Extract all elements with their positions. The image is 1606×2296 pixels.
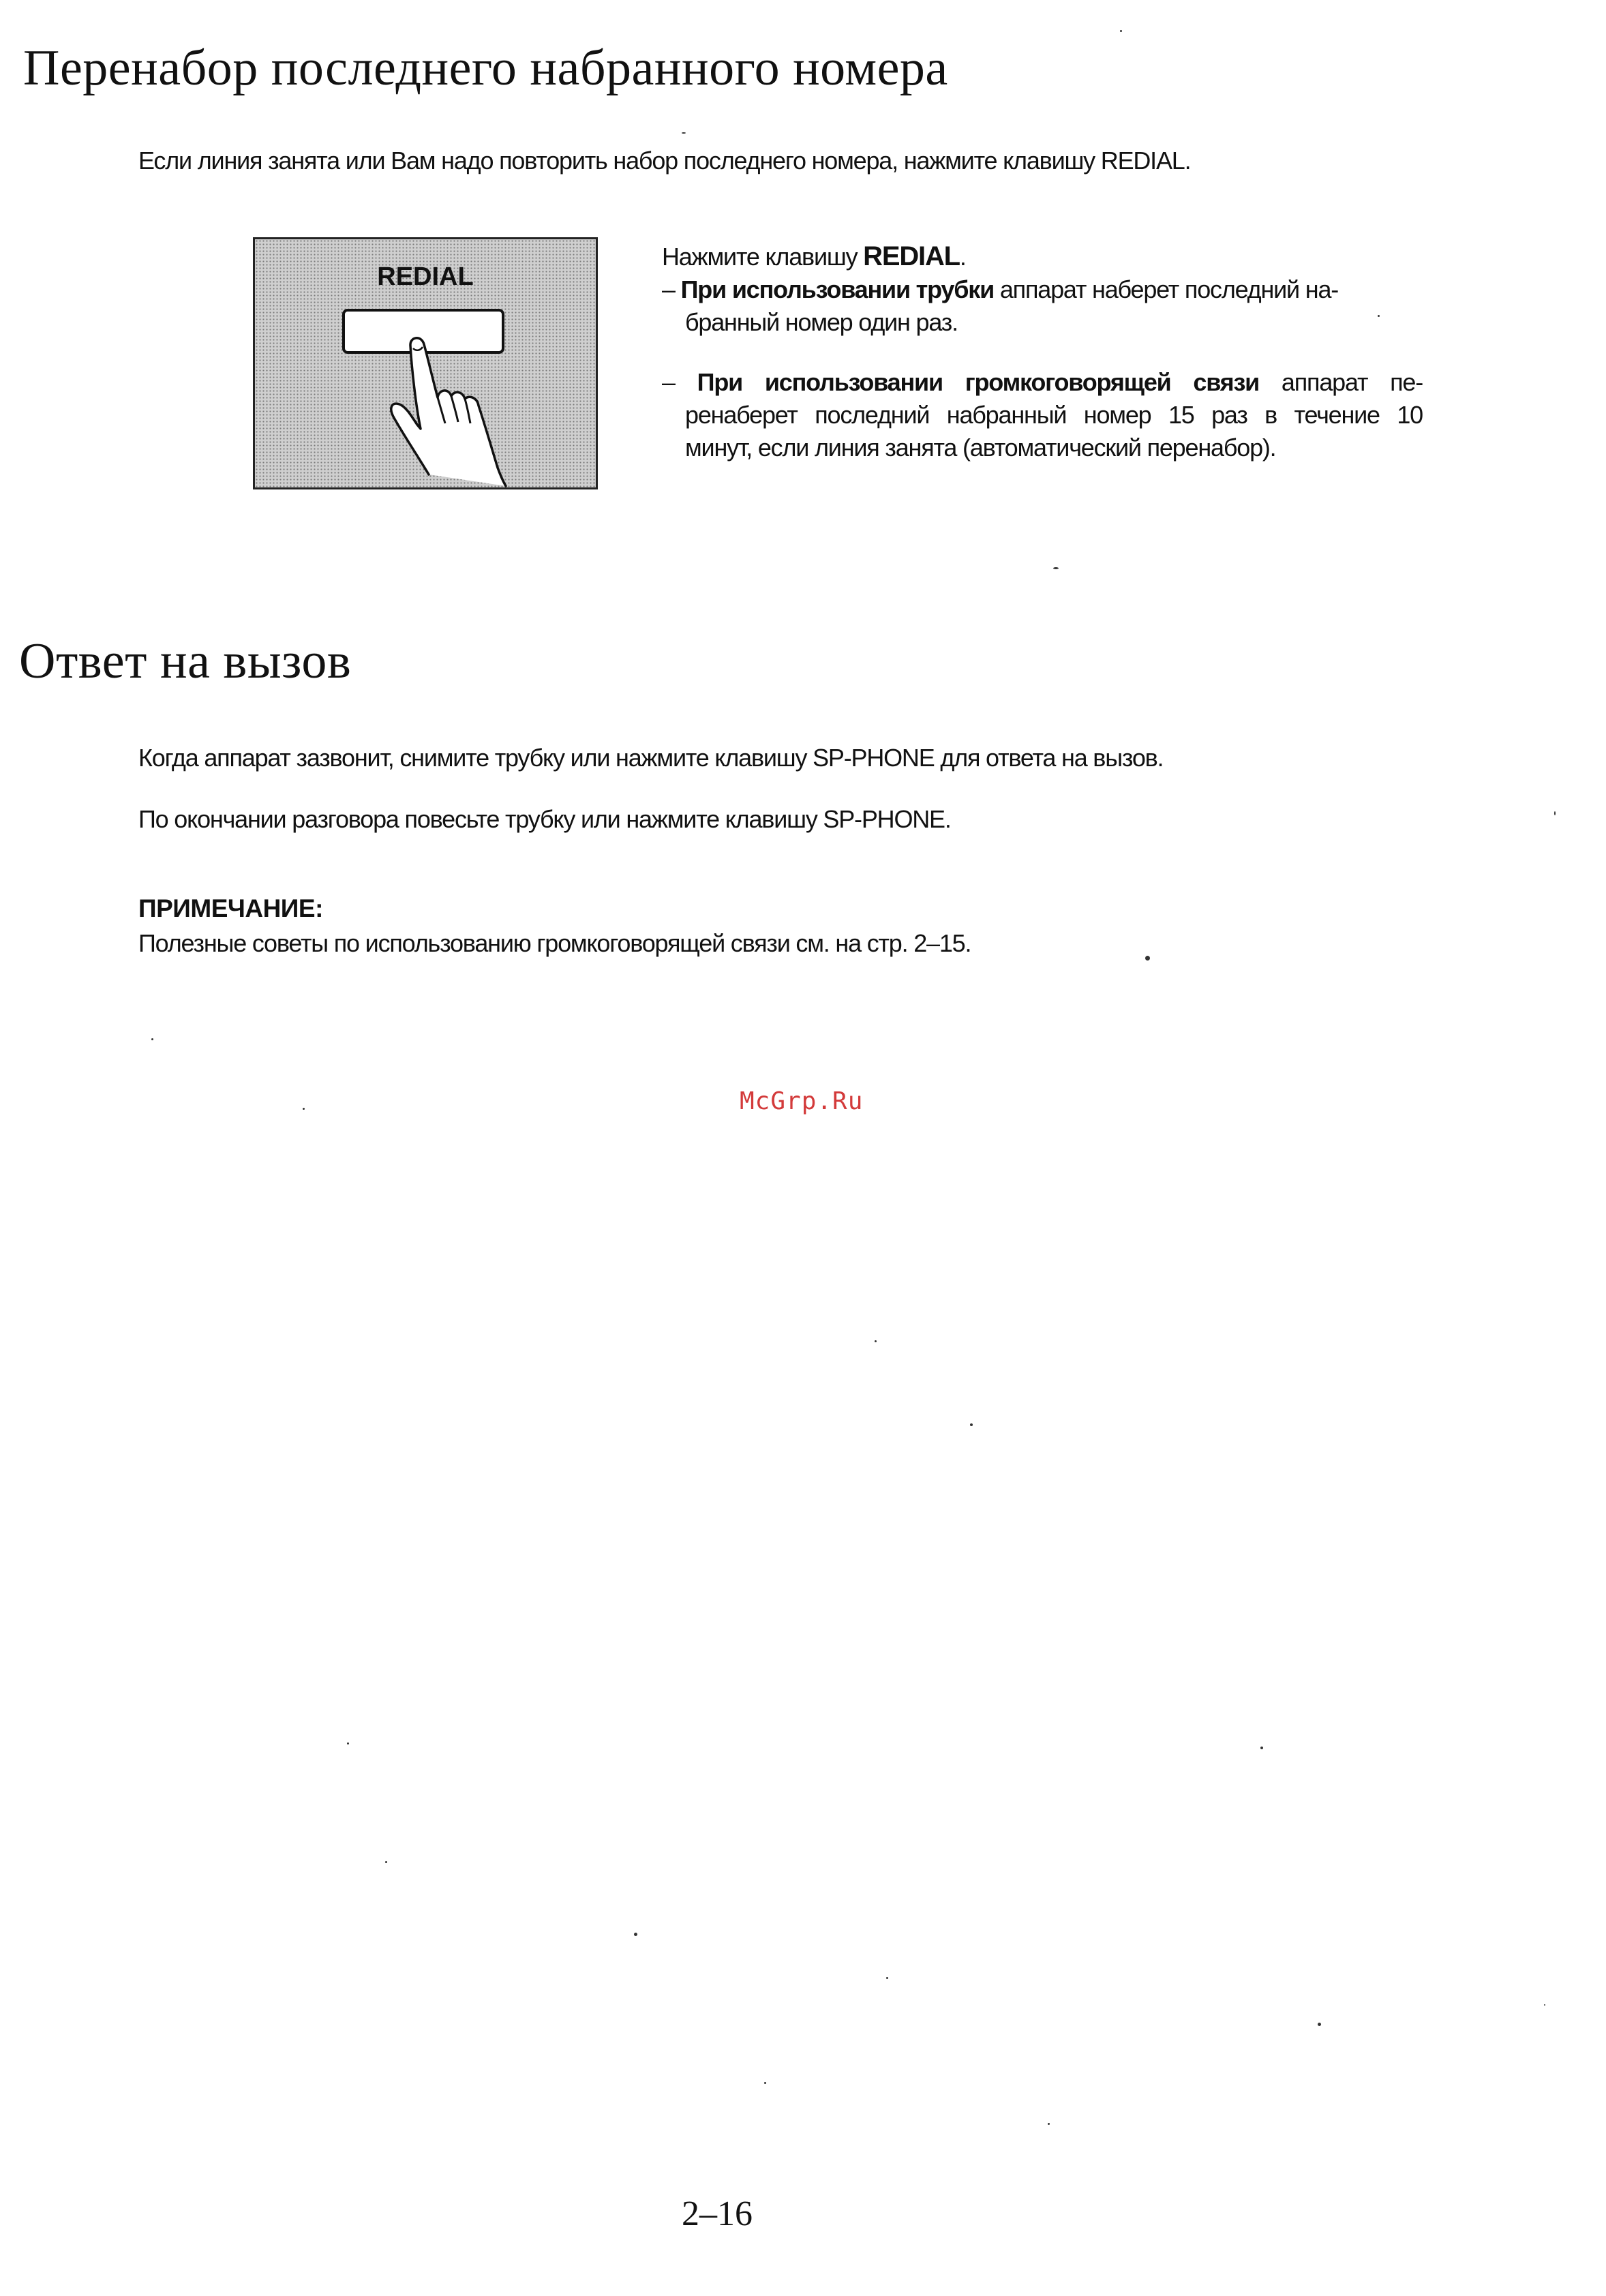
scan-speck [151,1038,153,1040]
scan-speck [634,1933,637,1936]
scan-speck [1120,30,1122,32]
scan-speck [347,1742,349,1744]
handset-line-1 [662,273,1446,306]
finger-pressing-icon [255,239,598,489]
scan-speck [1318,2023,1321,2026]
handset-dash: – [662,275,681,303]
speaker-rest: аппарат пе- [1259,368,1423,396]
redial-step-prefix: Нажмите клавишу [662,243,864,271]
redial-illustration [253,237,598,489]
speaker-bold: При использовании громкоговорящей связи [697,368,1260,396]
note-text: Полезные советы по использованию громкоговорящей связи см. на стр. 2–15. [138,929,971,957]
scan-speck [1048,2123,1050,2125]
redial-intro: Если линия занята или Вам надо повторить набор последнего номера, нажмите клавишу REDIAL. [138,147,1191,175]
redial-step [662,240,1446,273]
scan-speck [1260,1747,1263,1749]
redial-instructions [662,240,1446,464]
section-title-redial: Перенабор последнего набранного номера [23,40,948,96]
handset-rest: аппарат наберет последний на- [994,275,1339,303]
section-title-answer: Ответ на вызов [19,633,352,689]
speaker-line-2: ренаберет последний набранный номер 15 раз в течение 10 [685,401,1423,429]
redial-key-label: REDIAL [377,262,474,291]
scan-speck [1145,956,1150,961]
speaker-line-3: минут, если линия занята (автоматический перенабор). [685,434,1276,462]
speaker-line-1 [662,366,1423,399]
scan-speck [1053,567,1059,569]
note-heading: ПРИМЕЧАНИЕ: [138,894,323,922]
page-number: 2–16 [682,2194,753,2233]
scan-speck [1544,2004,1545,2006]
handset-line-2: бранный номер один раз. [685,308,958,336]
scan-speck [886,1977,888,1979]
answer-para-2: По окончании разговора повесьте трубку или нажмите клавишу SP-PHONE. [138,805,951,833]
scan-speck [682,132,686,134]
scan-speck [1554,811,1556,815]
handset-bold: При использовании трубки [680,275,995,303]
answer-para-1: Когда аппарат зазвонит, снимите трубку или нажмите клавишу SP-PHONE для ответа на вызов. [138,744,1164,772]
scan-speck [764,2082,766,2084]
watermark: McGrp.Ru [740,1087,864,1115]
redial-step-suffix: . [959,243,966,271]
scan-speck [303,1108,305,1110]
redial-step-key: REDIAL [863,241,960,271]
scan-speck [970,1423,973,1426]
speaker-dash: – [662,368,697,396]
scan-speck [1378,315,1380,317]
scan-speck [385,1861,387,1863]
scan-speck [875,1340,877,1342]
